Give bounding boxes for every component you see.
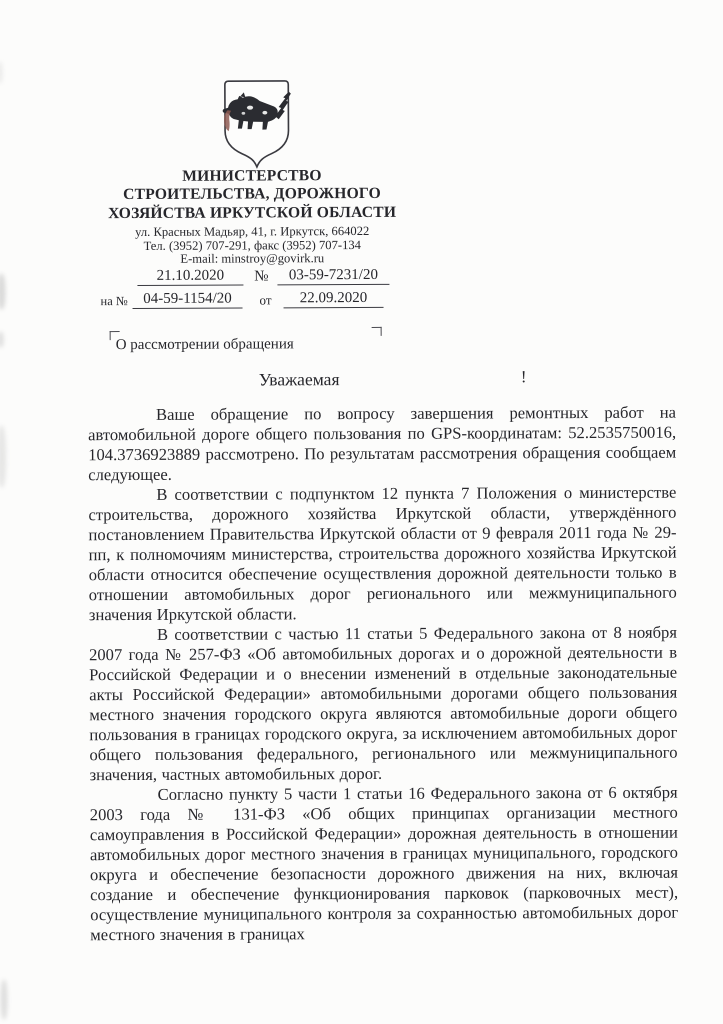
in-reply-date-label: от (259, 292, 272, 308)
outgoing-reference-row (100, 264, 400, 286)
body-paragraph: Согласно пункту 5 части 1 статьи 16 Федерального закона от 6 октября 2003 года № 131-ФЗ «Об общих принципах организации местного самоуправления в Российской Федерации» дорожная деятельность в отношении автомобильных дорог местного значения в границах муниципального, городского округа и обеспечение безопасности дорожного движения на них, включая создание и обеспечение функционирования парковок (парковочных мест), осуществление муниципального контроля за сохранностью автомобильных дорог местного значения в границах (89, 782, 679, 945)
ministry-name-line: СТРОИТЕЛЬСТВА, ДОРОЖНОГО (123, 185, 381, 204)
phone-fax: Тел. (3952) 707-291, факс (3952) 707-134 (143, 237, 361, 253)
body-paragraph: В соответствии с частью 11 статьи 5 Федерального закона от 8 ноября 2007 года № 257-ФЗ «Об автомобильных дорогах и о дорожной деятельности в Российской Федерации и о внесении изменений в отдельные законодательные акты Российской Федерации» автомобильными дорогами общего пользования местного значения городского округа являются автомобильные дороги общего пользования в границах городского округа, за исключением автомобильных дорог общего пользования федерального, регионального или межмуниципального значения, частных автомобильных дорог. (89, 622, 678, 785)
address-zone-corner-mark-right (372, 327, 382, 336)
incoming-reference-row (100, 287, 400, 309)
letter-body (88, 403, 678, 946)
in-reply-to-label: на № (100, 294, 128, 309)
salutation: Уважаемая (258, 369, 340, 390)
scan-edge-smudge (0, 332, 4, 348)
body-paragraph: Ваше обращение по вопросу завершения ремонтных работ на автомобильной дороге общего пользования по GPS-координатам: 52.2535750016, 104.3736923889 рассмотрено. По результатам рассмотрения обращения сообщаем следующее. (88, 402, 677, 485)
in-reply-number: 04-59-1154/20 (132, 291, 242, 309)
coat-of-arms-icon (219, 78, 295, 168)
reference-block (100, 264, 400, 311)
number-sign-label: № (254, 268, 269, 285)
email: E-mail: minstroy@govirk.ru (180, 251, 325, 266)
outgoing-date: 21.10.2020 (137, 268, 243, 286)
scan-edge-smudge (0, 62, 3, 84)
in-reply-date: 22.09.2020 (283, 290, 383, 308)
outgoing-number: 03-59-7231/20 (277, 267, 389, 285)
scan-edge-smudge (0, 274, 6, 310)
salutation-punctuation: ! (520, 367, 527, 387)
scan-edge-smudge (0, 980, 7, 1020)
postal-address: ул. Красных Мадьяр, 41, г. Иркутск, 664022 (135, 224, 370, 240)
scan-edge-smudge (0, 426, 6, 488)
letterhead (72, 167, 432, 267)
body-paragraph: В соответствии с подпунктом 12 пункта 7 Положения о министерстве строительства, дорожного хозяйства Иркутской области, утверждённого постановлением Правительства Иркутской области от 9 февраля 2011 года № 29-пп, к полномочиям министерства, строительства дорожного хозяйства Иркутской области относится обеспечение осуществления дорожной деятельности только в отношении автомобильных дорог регионального или межмуниципального значения Иркутской области. (88, 482, 677, 625)
ministry-name-line: МИНИСТЕРСТВО (182, 167, 322, 185)
subject-line: О рассмотрении обращения (115, 336, 294, 354)
ministry-name-line: ХОЗЯЙСТВА ИРКУТСКОЙ ОБЛАСТИ (108, 203, 397, 222)
